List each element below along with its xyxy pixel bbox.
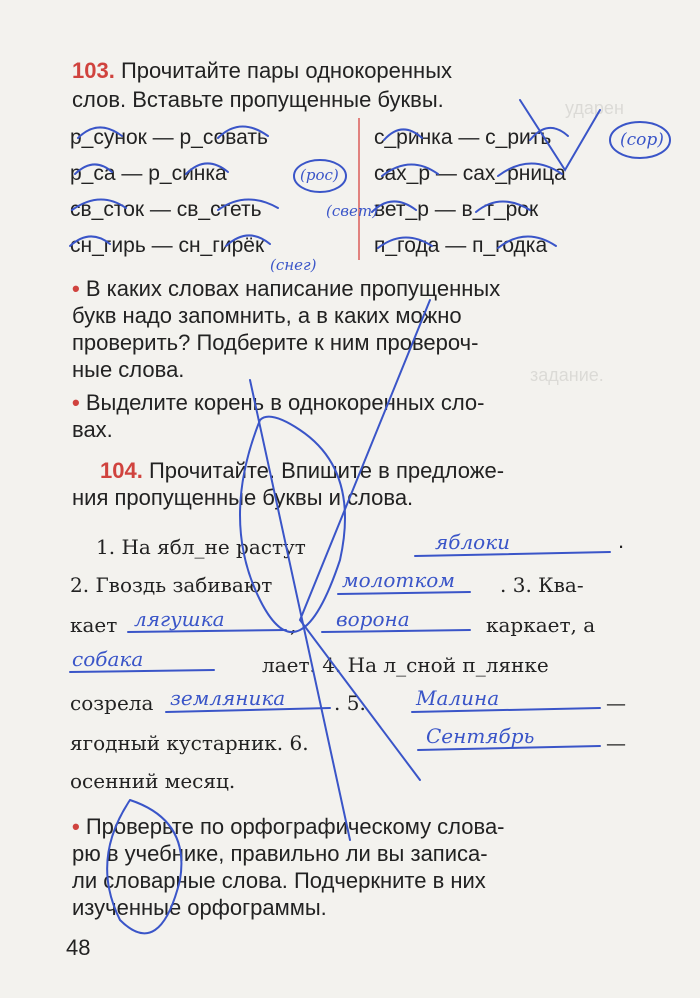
ex104-title-line2: ния пропущенные буквы и слова. [72,485,414,510]
sentence-4: лает. 4. На л_сной п_лянке [262,653,549,677]
ok-mark [250,380,350,840]
sentence-5a: созрела [70,691,154,715]
ghost-text: задание. [530,365,604,385]
handwritten-note: (сор) [620,130,664,150]
handwritten-answer: яблоки [435,530,511,554]
bullet-icon: • [72,276,80,301]
pair-left: св_сток — св_стеть [70,198,262,221]
ghost-text: ударен [565,98,624,118]
column-divider [358,118,360,260]
text-line: ли словарные слова. Подчеркните в них [72,868,486,893]
period: . [618,528,625,553]
sentence-6b: — [606,731,626,755]
pair-left: р_сунок — р_совать [70,126,268,149]
ex103-title-line2: слов. Вставьте пропущенные буквы. [72,87,444,112]
ex103-title-line1: Прочитайте пары однокоренных [120,58,453,83]
handwritten-answer: земляника [170,686,286,710]
sentence-1: 1. На ябл_не растут [96,535,306,559]
sentence-5b: . 5. [334,691,366,715]
ex103-bullet1 [72,276,500,302]
text-line: рю в учебнике, правильно ли вы записа- [72,841,488,866]
sentence-2b: . 3. Ква- [500,573,584,597]
handwritten-note: (свет) [326,202,378,220]
handwritten-note: (снег) [270,256,317,274]
text-line: проверить? Подберите к ним провероч- [72,330,479,355]
ex103-title [72,58,452,84]
pair-right: вет_р — в_т_рок [374,198,539,221]
ex104-number: 104. [100,458,143,483]
bullet-text: В каких словах написание пропущенных [85,276,501,301]
ex104-title [100,458,504,484]
sentence-3c: каркает, а [486,613,596,637]
ex104-title-line1: Прочитайте. Впишите в предложе- [148,458,505,483]
ex103-number: 103. [72,58,115,83]
sentence-2a: 2. Гвоздь забивают [70,573,273,597]
text-line: вах. [72,417,113,442]
pair-left: р_са — р_синка [70,162,227,185]
sentence-6a: ягодный кустарник. 6. [70,731,309,755]
sentence-3b: , [290,613,297,637]
page-number: 48 [66,935,91,960]
handwritten-note: (рос) [300,166,339,184]
bullet-text: Выделите корень в однокоренных сло- [85,390,485,415]
handwritten-answer: собака [72,647,144,671]
answer-underline [338,592,470,594]
handwritten-answer: Малина [416,686,500,710]
handwritten-answer: Сентябрь [426,724,535,748]
bullet-text: Проверьте по орфографическому слова- [85,814,505,839]
text-line: букв надо запомнить, а в каких можно [72,303,462,328]
text-line: изученные орфограммы. [72,895,327,920]
sentence-3a: кает [70,613,118,637]
sentence-7: осенний месяц. [70,769,236,793]
bullet-icon: • [72,390,80,415]
ok-mark [240,417,345,632]
pair-left: сн_гирь — сн_гирёк [70,234,265,257]
ex104-bullet [72,814,505,840]
handwritten-answer: лягушка [134,607,225,631]
pair-right: п_года — п_годка [374,234,548,257]
text-line: ные слова. [72,357,185,382]
handwritten-answer: ворона [336,607,410,631]
handwritten-answer: молотком [342,568,455,592]
bullet-icon: • [72,814,80,839]
sentence-5c: — [606,691,626,715]
pair-right: с_ринка — с_рить [374,126,552,149]
ex103-bullet2 [72,390,484,416]
pair-right: сах_р — сах_рница [374,162,566,185]
